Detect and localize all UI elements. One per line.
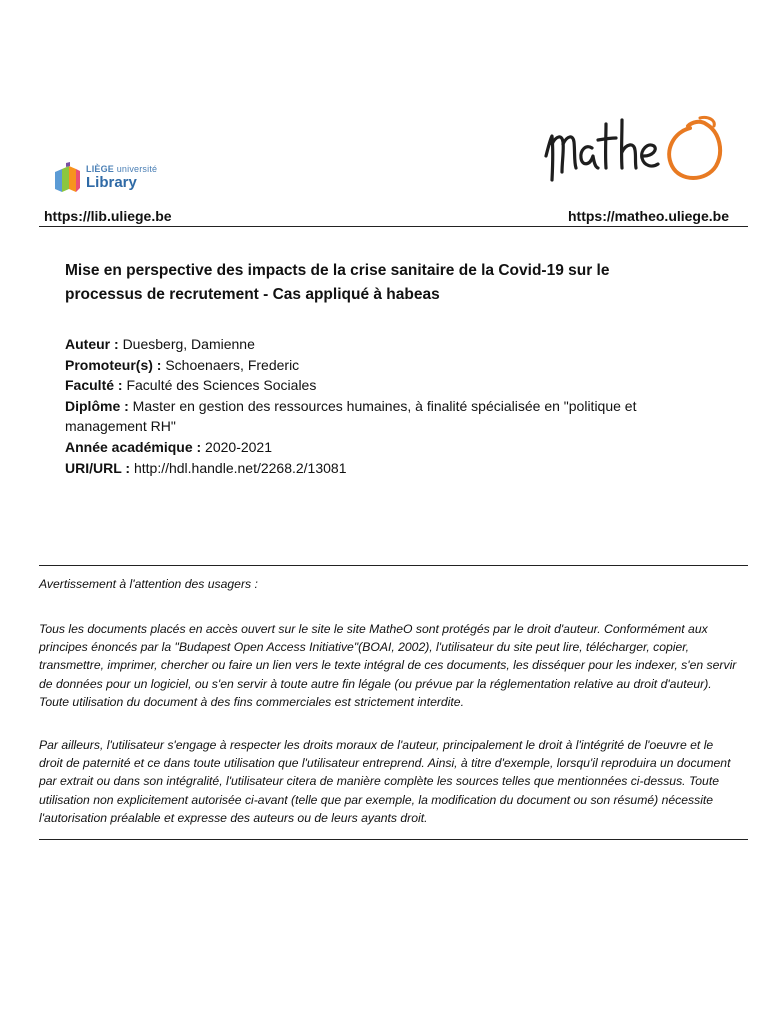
meta-label: Diplôme : [65, 397, 129, 414]
uliege-logo-main-text: Library [86, 174, 137, 191]
notice-top-divider [39, 565, 748, 566]
document-metadata [65, 334, 705, 478]
notice-paragraph-2: Par ailleurs, l'utilisateur s'engage à respecter les droits moraux de l'auteur, principalement le droit à l'intégrité de l'oeuvre et le droit de paternité et ce dans toute utilisation que l'utilisateur entreprend. Ainsi, à titre d'exemple, lorsqu'il reproduira un document par extrait ou dans son intégralité, l'utilisateur citera de manière complète les sources telles que mentionnées ci-dessus. Toute utilisation non explicitement autorisée ci-avant (telle que par exemple, la modification du document ou son résumé) nécessite l'autorisation préalable et expresse des auteurs ou de leurs ayants droit. [39, 738, 731, 825]
meta-row-promoter [65, 355, 705, 376]
meta-label: URI/URL : [65, 459, 131, 476]
meta-value: 2020-2021 [205, 438, 272, 455]
matheo-url[interactable]: https://matheo.uliege.be [567, 208, 729, 224]
header-divider [39, 226, 748, 227]
meta-value: Schoenaers, Frederic [165, 356, 300, 373]
notice-heading: Avertissement à l'attention des usagers : [39, 577, 258, 591]
notice-bottom-divider [39, 839, 748, 840]
meta-row-author [65, 334, 705, 355]
uliege-library-logo [53, 160, 173, 196]
meta-row-academic-year [65, 437, 705, 458]
meta-label: Auteur : [65, 336, 119, 352]
meta-value: Master en gestion des ressources humaines, à finalité spécialisée en "politique et management RH" [65, 397, 637, 435]
meta-value: Duesberg, Damienne [122, 336, 255, 352]
document-title [65, 259, 685, 307]
document-title-line-2: processus de recrutement - Cas appliqué à habeas [65, 286, 440, 303]
meta-uri-link[interactable]: http://hdl.handle.net/2268.2/13081 [133, 459, 347, 476]
notice-paragraph-1: Tous les documents placés en accès ouvert sur le site le site MatheO sont protégés par le droit d'auteur. Conformément aux principes énoncés par la "Budapest Open Access Initiative"(BOAI, 2002), l'utilisateur du site peut lire, télécharger, copier, transmettre, imprimer, chercher ou faire un lien vers le texte intégral de ces documents, les disséquer pour les indexer, s'en servir de données pour un logiciel, ou s'en servir à toute autre fin légale (ou prévue par la réglementation relative au droit d'auteur). Toute utilisation du document à des fins commerciales est strictement interdite. [39, 622, 737, 709]
meta-label: Promoteur(s) : [65, 356, 162, 373]
meta-row-faculty [65, 375, 705, 396]
uliege-logo-top-text: LIÈGE université [86, 164, 158, 174]
meta-value: Faculté des Sciences Sociales [126, 377, 317, 394]
meta-label: Faculté : [65, 377, 123, 394]
uliege-library-url[interactable]: https://lib.uliege.be [44, 208, 172, 224]
meta-row-diploma [65, 396, 705, 437]
matheo-logo-icon [540, 110, 730, 192]
uliege-book-mark-icon [53, 162, 81, 194]
meta-label: Année académique : [65, 438, 202, 455]
document-title-line-1: Mise en perspective des impacts de la crise sanitaire de la Covid-19 sur le [65, 262, 610, 279]
meta-row-uri [65, 458, 705, 479]
